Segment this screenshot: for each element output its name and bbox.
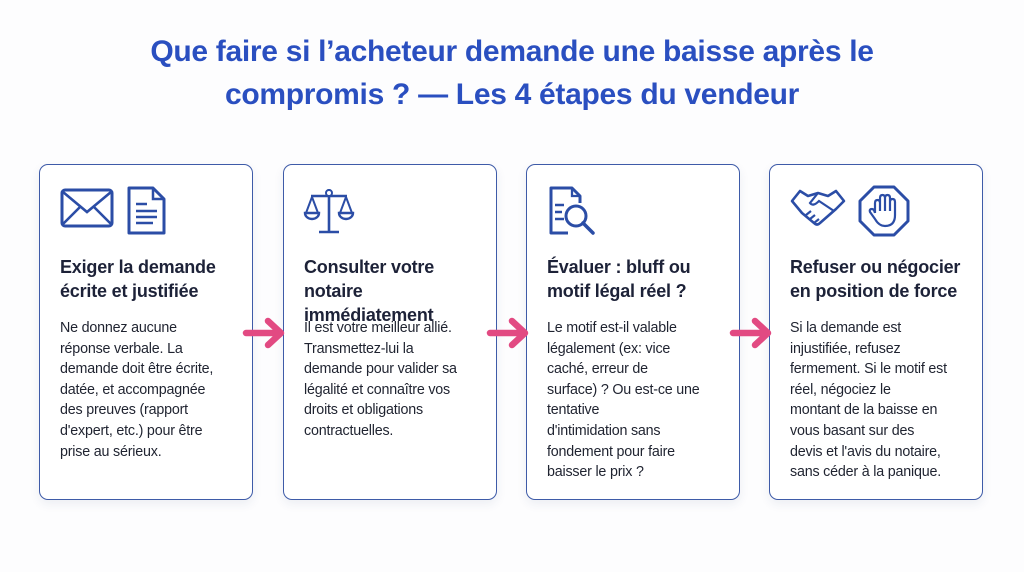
arrow-right-icon: [486, 316, 532, 350]
heading-line: motif légal réel ?: [547, 281, 687, 301]
description-line: devis et l'avis du notaire,: [790, 443, 941, 460]
icon-group: [59, 185, 167, 237]
description-line: réel, négociez le: [790, 381, 891, 398]
envelope-icon: [59, 185, 115, 237]
description-line: des preuves (rapport: [60, 402, 188, 419]
description-line: prise au sérieux.: [60, 443, 162, 460]
icon-group: [789, 185, 911, 237]
document-icon: [125, 185, 167, 237]
step-card-3: [526, 164, 740, 500]
description-line: légalement (ex: vice: [547, 340, 671, 357]
description-line: datée, et accompagnée: [60, 381, 206, 398]
step-card-1: [39, 164, 253, 500]
title-line: Que faire si l’acheteur demande une baisse après le: [150, 35, 874, 68]
description-line: tentative: [547, 402, 600, 419]
heading-line: en position de force: [790, 281, 958, 301]
heading-line: Consulter votre: [304, 257, 435, 277]
icon-group: [546, 185, 600, 237]
description-line: baisser le prix ?: [547, 464, 644, 481]
description-line: Transmettez-lui la: [304, 340, 414, 357]
document-search-icon: [546, 185, 600, 237]
step-card-2: [283, 164, 497, 500]
handshake-icon: [789, 185, 847, 237]
heading-line: Refuser ou négocier: [790, 257, 961, 277]
heading-line: Évaluer : bluff ou: [547, 257, 691, 277]
description-line: Il est votre meilleur allié.: [304, 320, 452, 336]
description-line: montant de la baisse en: [790, 402, 938, 419]
step-heading: [60, 255, 255, 303]
description-line: demande doit être écrite,: [60, 361, 214, 378]
description-line: Si la demande est: [790, 320, 902, 336]
description-line: injustifiée, refusez: [790, 340, 901, 357]
step-description: [790, 318, 947, 483]
description-line: fermement. Si le motif est: [790, 361, 947, 378]
description-line: droits et obligations: [304, 402, 423, 419]
description-line: d'intimidation sans: [547, 422, 661, 439]
step-description: [60, 318, 213, 462]
description-line: sans céder à la panique.: [790, 464, 941, 481]
description-line: réponse verbale. La: [60, 340, 183, 357]
description-line: d'expert, etc.) pour être: [60, 422, 203, 439]
description-line: contractuelles.: [304, 422, 394, 439]
icon-group: [303, 185, 355, 237]
step-heading: [304, 255, 499, 327]
scales-of-justice-icon: [303, 185, 355, 237]
heading-line: notaire: [304, 281, 363, 301]
heading-line: Exiger la demande: [60, 257, 216, 277]
title-line: compromis ? — Les 4 étapes du vendeur: [224, 78, 800, 111]
step-heading: [790, 255, 985, 303]
step-heading: [547, 255, 742, 303]
description-line: Le motif est-il valable: [547, 320, 677, 336]
description-line: surface) ? Ou est-ce une: [547, 381, 700, 398]
step-description: [304, 318, 457, 442]
step-card-4: [769, 164, 983, 500]
description-line: vous basant sur des: [790, 422, 915, 439]
arrow-right-icon: [242, 316, 288, 350]
description-line: caché, erreur de: [547, 361, 648, 378]
description-line: demande pour valider sa: [304, 361, 457, 378]
heading-line: immédiatement: [304, 305, 434, 325]
step-description: [547, 318, 700, 483]
arrow-right-icon: [729, 316, 775, 350]
description-line: légalité et connaître vos: [304, 381, 451, 398]
stop-hand-icon: [857, 185, 911, 237]
page-title: [0, 30, 1024, 116]
description-line: fondement pour faire: [547, 443, 675, 460]
heading-line: écrite et justifiée: [60, 281, 199, 301]
description-line: Ne donnez aucune: [60, 320, 177, 336]
